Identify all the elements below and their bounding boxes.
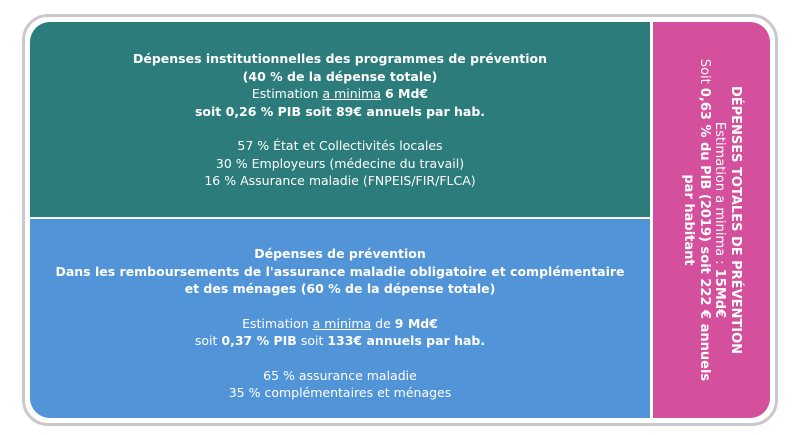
total-pib [696,50,712,390]
reimbursement-pib [30,332,650,350]
estimate-de: de [375,315,391,331]
estimate-value: 6 Md€ [384,86,429,101]
total-per-capita: par habitant [681,174,696,266]
pib-soit: soit [194,333,218,348]
total-estimate-value: 15Md€ [712,268,727,319]
pib-annual: 133€ annuels par hab. [327,333,486,348]
reimbursement-estimate [30,315,650,333]
reimbursement-title: Dépenses de prévention [254,246,426,261]
total-soit: Soit [696,58,712,84]
institutional-estimate [30,85,650,103]
reimbursement-subtitle-2: et des ménages (60 % de la dépense totale) [184,281,496,296]
institutional-funder-employers: 30 % Employeurs (médecine du travail) [215,155,465,171]
estimate-prefix: Estimation [251,86,319,101]
reimbursement-funder-complementary: 35 % complémentaires et ménages [228,385,452,400]
estimate-prefix: Estimation [242,315,309,331]
institutional-share: (40 % de la dépense totale) [242,68,438,84]
institutional-funder-state: 57 % État et Collectivités locales [237,138,443,153]
pib-soit-2: soit [300,333,324,348]
pib-value: 0,37 % PIB [221,333,297,348]
total-estimate-label: Estimation a minima : [712,121,727,265]
institutional-title: Dépenses institutionnelles des programmes de prévention [132,51,548,66]
total-spending-text [681,50,743,390]
institutional-spending-box [30,22,650,217]
total-title: DÉPENSES TOTALES DE PRÉVENTION [727,85,743,355]
reimbursement-spending-box [30,219,650,418]
prevention-spending-diagram [22,14,778,426]
total-estimate [712,50,728,390]
reimbursement-funder-health-insurance: 65 % assurance maladie [263,367,417,383]
institutional-funder-health-insurance: 16 % Assurance maladie (FNPEIS/FIR/FLCA) [204,173,476,188]
estimate-value: 9 Md€ [394,315,438,331]
estimate-minima: a minima [322,86,381,101]
estimate-minima: a minima [312,315,372,331]
total-pib-value: 0,63 % du PIB (2019) soit 222 € annuels [696,87,712,382]
reimbursement-subtitle-1: Dans les remboursements de l'assurance maladie obligatoire et complémentaire [55,263,625,279]
total-spending-box [653,22,770,418]
institutional-pib: soit 0,26 % PIB soit 89€ annuels par hab. [194,103,486,119]
